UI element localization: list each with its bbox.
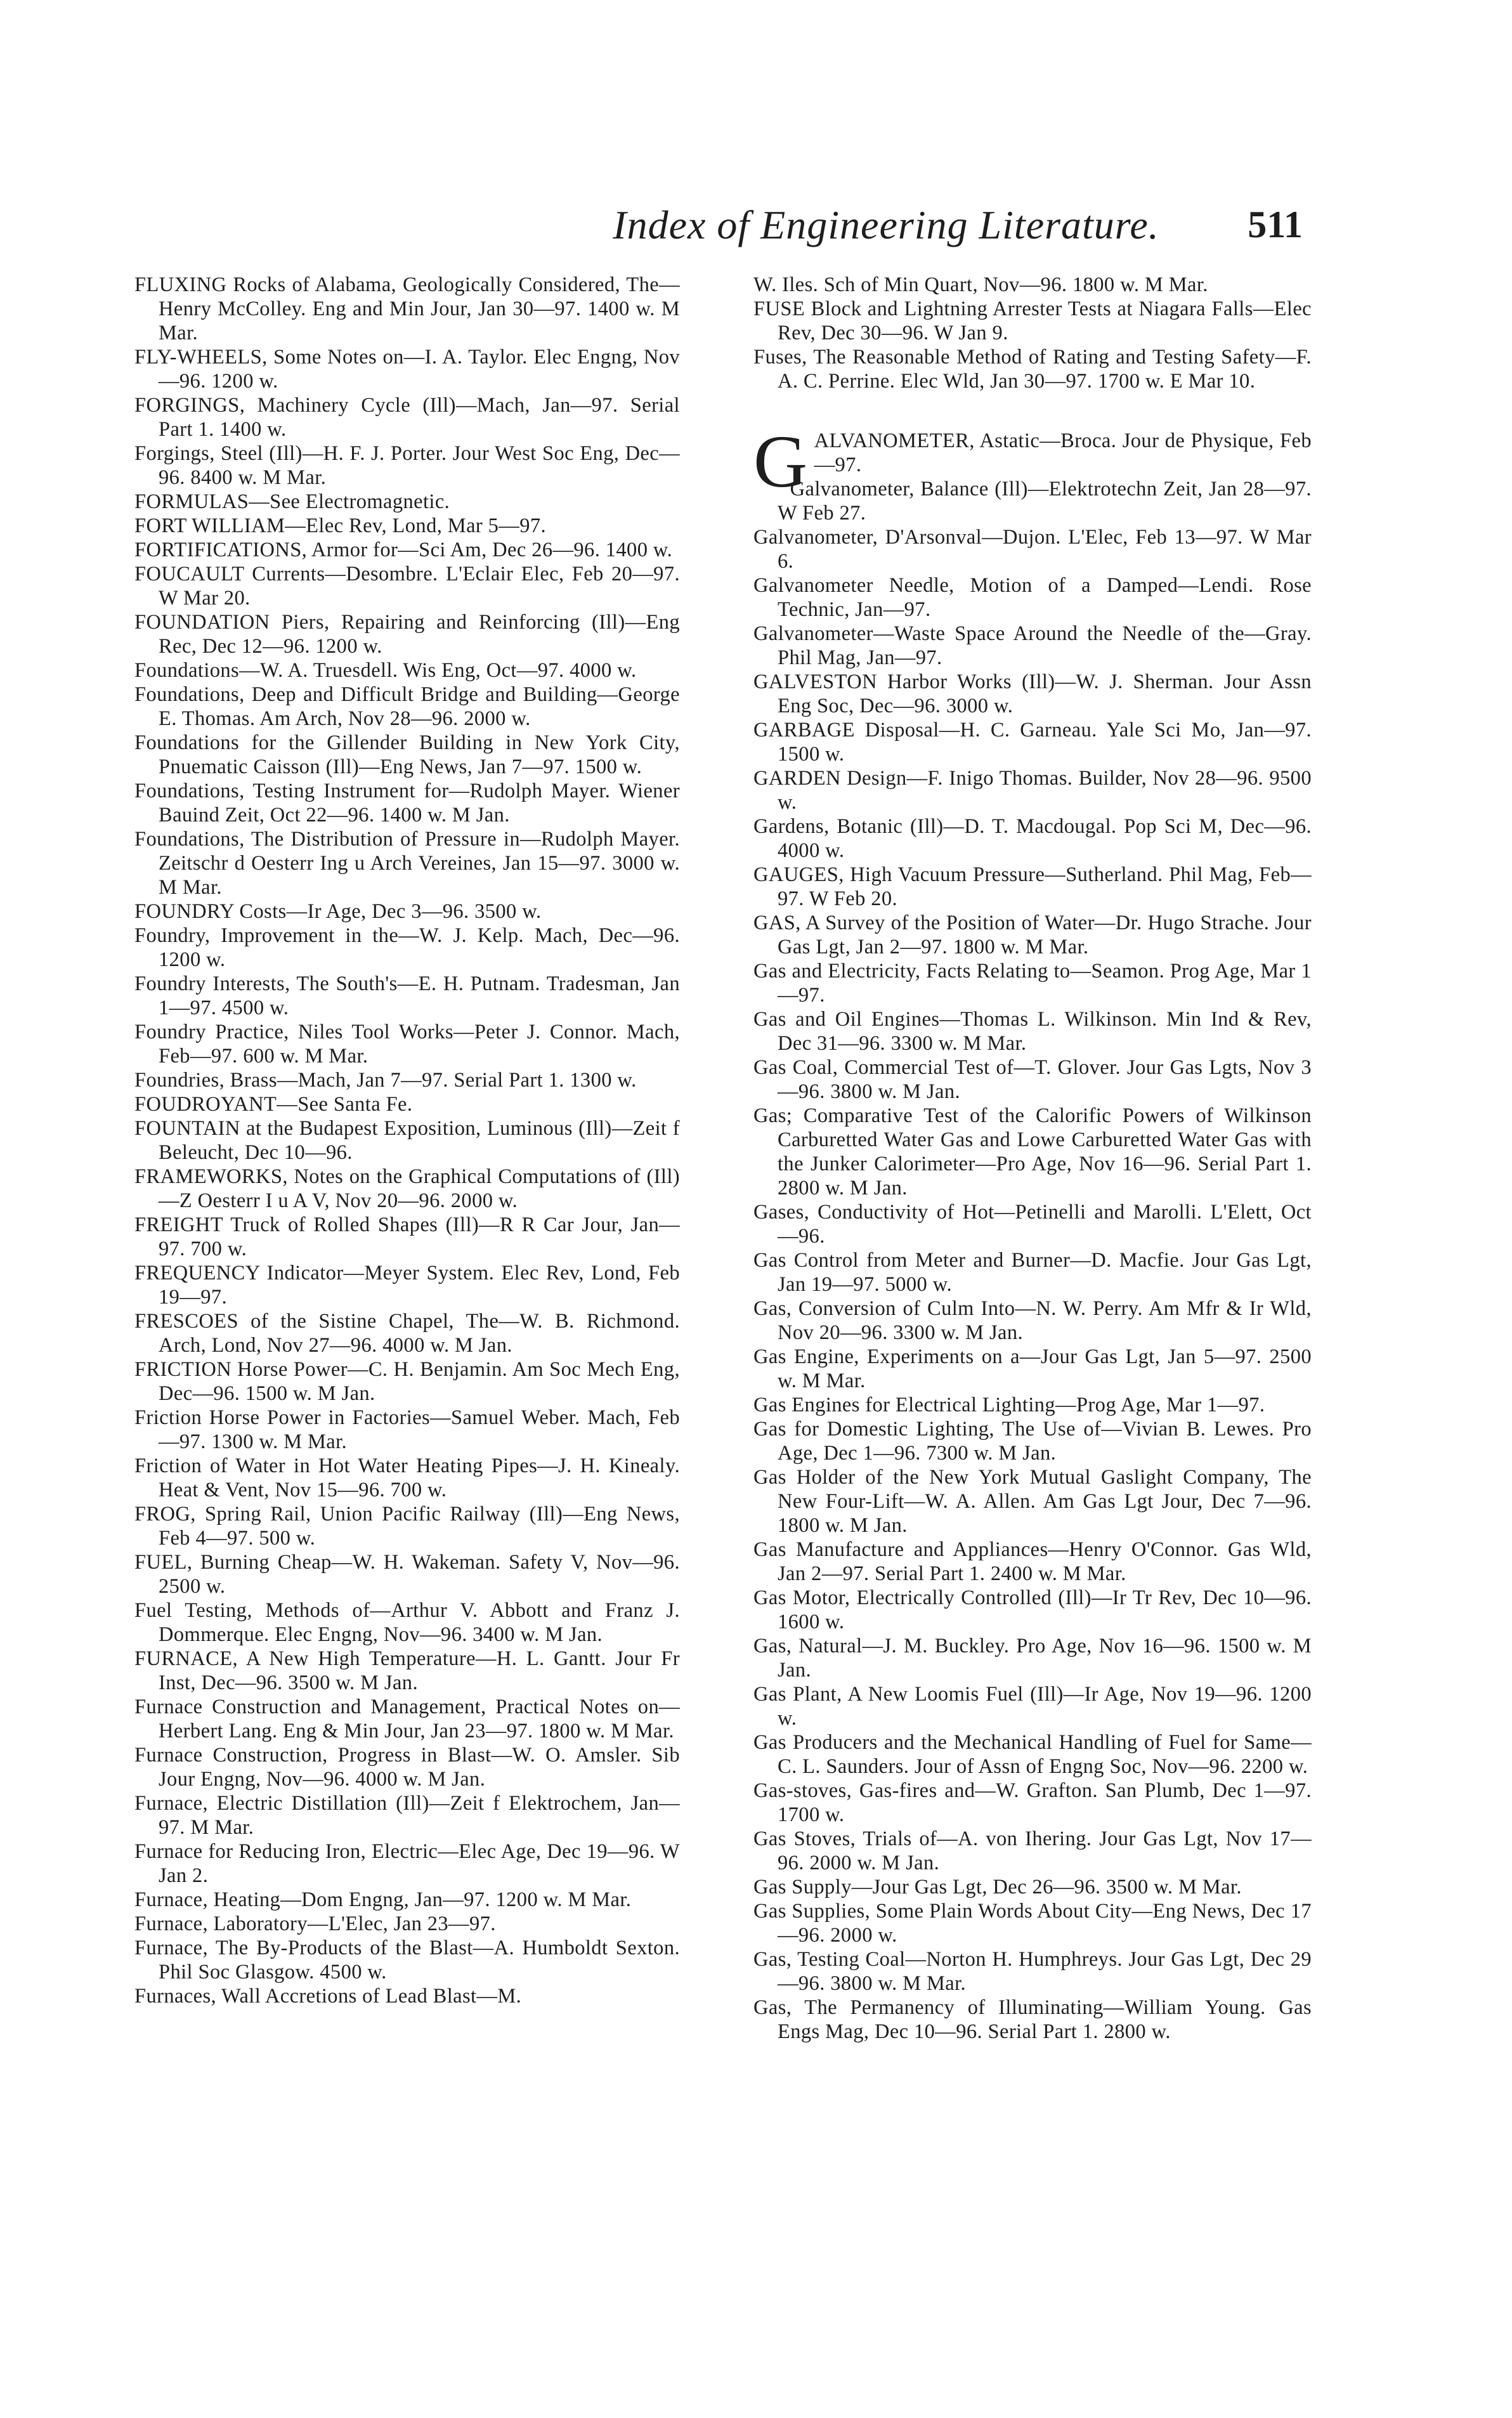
index-entry: FOUDROYANT—See Santa Fe. [134, 1093, 413, 1116]
index-entry: Foundry Practice, Niles Tool Works—Peter J. Connor. Mach, Feb—97. 600 w. M Mar. [134, 1021, 680, 1068]
index-entry: Fuel Testing, Methods of—Arthur V. Abbott and Franz J. Dommerque. Elec Engng, Nov—96. 3400 w. M Jan. [134, 1599, 680, 1646]
index-entry: GALVESTON Harbor Works (Ill)—W. J. Sherman. Jour Assn Eng Soc, Dec—96. 3000 w. [753, 670, 1312, 717]
index-entry: Furnace Construction and Management, Practical Notes on—Herbert Lang. Eng & Min Jour, Jan 23—97. 1800 w. M Mar. [134, 1696, 680, 1742]
index-entry: Galvanometer, Balance (Ill)—Elektrotechn Zeit, Jan 28—97. W Feb 27. [778, 478, 1312, 525]
index-entry: Gas Control from Meter and Burner—D. Macfie. Jour Gas Lgt, Jan 19—97. 5000 w. [753, 1249, 1312, 1296]
index-entry: FUEL, Burning Cheap—W. H. Wakeman. Safety V, Nov—96. 2500 w. [134, 1551, 680, 1598]
index-entry: Foundry Interests, The South's—E. H. Putnam. Tradesman, Jan 1—97. 4500 w. [134, 972, 680, 1019]
index-entry: Galvanometer, D'Arsonval—Dujon. L'Elec, Feb 13—97. W Mar 6. [753, 526, 1312, 573]
index-entry: Gas-stoves, Gas-fires and—W. Grafton. San Plumb, Dec 1—97. 1700 w. [753, 1779, 1312, 1826]
index-entry: FORTIFICATIONS, Armor for—Sci Am, Dec 26—96. 1400 w. [134, 539, 673, 561]
index-entry: FRAMEWORKS, Notes on the Graphical Computations of (Ill)—Z Oesterr I u A V, Nov 20—96. 2000 w. [134, 1165, 680, 1212]
index-entry: Gas Plant, A New Loomis Fuel (Ill)—Ir Age, Nov 19—96. 1200 w. [753, 1683, 1312, 1730]
index-entry: Gas Engines for Electrical Lighting—Prog Age, Mar 1—97. [753, 1394, 1265, 1416]
index-entry: Furnaces, Wall Accretions of Lead Blast—M. [134, 1985, 522, 2008]
index-entry: FREQUENCY Indicator—Meyer System. Elec Rev, Lond, Feb 19—97. [134, 1262, 680, 1309]
index-entry: FLUXING Rocks of Alabama, Geologically Considered, The—Henry McColley. Eng and Min Jour, Jan 30—97. 1400 w. M Mar. [134, 273, 680, 344]
entry-text: ALVANOMETER, Astatic—Broca. Jour de Physique, Feb—97. [814, 429, 1312, 476]
index-entry: Gas Supplies, Some Plain Words About City—Eng News, Dec 17—96. 2000 w. [753, 1900, 1312, 1947]
right-column-entries [753, 477, 1312, 2044]
index-entry: FORGINGS, Machinery Cycle (Ill)—Mach, Jan—97. Serial Part 1. 1400 w. [134, 394, 680, 441]
index-entry: Foundations, Deep and Difficult Bridge and Building—George E. Thomas. Am Arch, Nov 28—96. 2000 w. [134, 683, 680, 730]
right-column-top-entries [753, 273, 1312, 393]
index-entry: Gas, Natural—J. M. Buckley. Pro Age, Nov 16—96. 1500 w. M Jan. [753, 1635, 1312, 1682]
index-entry: FRICTION Horse Power—C. H. Benjamin. Am Soc Mech Eng, Dec—96. 1500 w. M Jan. [134, 1358, 680, 1405]
section-gap [753, 393, 1312, 429]
index-entry: FORT WILLIAM—Elec Rev, Lond, Mar 5—97. [134, 514, 547, 537]
index-entry: Forgings, Steel (Ill)—H. F. J. Porter. Jour West Soc Eng, Dec—96. 8400 w. M Mar. [134, 442, 680, 489]
index-entry: Furnace, Electric Distillation (Ill)—Zeit f Elektrochem, Jan—97. M Mar. [134, 1792, 680, 1839]
index-entry: Friction of Water in Hot Water Heating Pipes—J. H. Kinealy. Heat & Vent, Nov 15—96. 700 w. [134, 1454, 680, 1501]
index-entry: Gases, Conductivity of Hot—Petinelli and Marolli. L'Elett, Oct—96. [753, 1201, 1312, 1248]
index-entry: Gas, Conversion of Culm Into—N. W. Perry. Am Mfr & Ir Wld, Nov 20—96. 3300 w. M Jan. [753, 1297, 1312, 1344]
index-entry: FLY-WHEELS, Some Notes on—I. A. Taylor. Elec Engng, Nov—96. 1200 w. [134, 346, 680, 393]
index-entry: Galvanometer Needle, Motion of a Damped—Lendi. Rose Technic, Jan—97. [753, 574, 1312, 621]
index-entry: FOUNDATION Piers, Repairing and Reinforcing (Ill)—Eng Rec, Dec 12—96. 1200 w. [134, 611, 680, 658]
index-entry: Gas Holder of the New York Mutual Gaslight Company, The New Four-Lift—W. A. Allen. Am Gas Lgt Jour, Dec 7—96. 1800 w. M Jan. [753, 1466, 1312, 1537]
index-entry: Foundries, Brass—Mach, Jan 7—97. Serial Part 1. 1300 w. [134, 1069, 637, 1092]
index-entry: Foundations—W. A. Truesdell. Wis Eng, Oct—97. 4000 w. [134, 659, 637, 682]
index-entry: FOUNTAIN at the Budapest Exposition, Luminous (Ill)—Zeit f Beleucht, Dec 10—96. [134, 1117, 680, 1164]
index-entry: Foundations for the Gillender Building in New York City, Pnuematic Caisson (Ill)—Eng News, Jan 7—97. 1500 w. [134, 731, 680, 778]
index-entry: Foundations, Testing Instrument for—Rudolph Mayer. Wiener Bauind Zeit, Oct 22—96. 1400 w. M Jan. [134, 780, 680, 827]
index-entry: Furnace for Reducing Iron, Electric—Elec Age, Dec 19—96. W Jan 2. [134, 1840, 680, 1887]
drop-cap: G [753, 420, 808, 503]
index-entry: Gas for Domestic Lighting, The Use of—Vivian B. Lewes. Pro Age, Dec 1—96. 7300 w. M Jan. [753, 1418, 1312, 1465]
index-entry: Gas; Comparative Test of the Calorific Powers of Wilkinson Carburetted Water Gas and Lowe Carburetted Water Gas with the Junker Calorimeter—Pro Age, Nov 16—96. Serial Part 1. 2800 w. M Jan. [753, 1104, 1312, 1199]
index-entry: GARDEN Design—F. Inigo Thomas. Builder, Nov 28—96. 9500 w. [753, 767, 1312, 814]
index-entry: Gas Manufacture and Appliances—Henry O'Connor. Gas Wld, Jan 2—97. Serial Part 1. 2400 w. M Mar. [753, 1538, 1312, 1585]
index-entry: GAS, A Survey of the Position of Water—Dr. Hugo Strache. Jour Gas Lgt, Jan 2—97. 1800 w. M Mar. [753, 912, 1312, 958]
index-entry: Foundations, The Distribution of Pressure in—Rudolph Mayer. Zeitschr d Oesterr Ing u Arch Vereines, Jan 15—97. 3000 w. M Mar. [134, 828, 680, 899]
index-entry: Gardens, Botanic (Ill)—D. T. Macdougal. Pop Sci M, Dec—96. 4000 w. [753, 815, 1312, 862]
page-header [469, 202, 1303, 259]
index-entry: Gas Engine, Experiments on a—Jour Gas Lgt, Jan 5—97. 2500 w. M Mar. [753, 1345, 1312, 1392]
index-entry: Galvanometer—Waste Space Around the Needle of the—Gray. Phil Mag, Jan—97. [753, 622, 1312, 669]
index-entry: FUSE Block and Lightning Arrester Tests at Niagara Falls—Elec Rev, Dec 30—96. W Jan 9. [753, 297, 1312, 344]
index-entry: Fuses, The Reasonable Method of Rating and Testing Safety—F. A. C. Perrine. Elec Wld, Jan 30—97. 1700 w. E Mar 10. [753, 346, 1312, 393]
index-entry: FORMULAS—See Electromagnetic. [134, 490, 450, 513]
right-column [753, 273, 1312, 2328]
index-entry: Furnace, Heating—Dom Engng, Jan—97. 1200 w. M Mar. [134, 1888, 632, 1911]
left-column [134, 273, 680, 2328]
index-entry: Gas Producers and the Mechanical Handling of Fuel for Same—C. L. Saunders. Jour of Assn of Engng Soc, Nov—96. 2200 w. [753, 1731, 1312, 1778]
index-entry: Gas and Electricity, Facts Relating to—Seamon. Prog Age, Mar 1—97. [753, 960, 1312, 1007]
index-entry: FURNACE, A New High Temperature—H. L. Gantt. Jour Fr Inst, Dec—96. 3500 w. M Jan. [134, 1647, 680, 1694]
index-entry: Gas, The Permanency of Illuminating—William Young. Gas Engs Mag, Dec 10—96. Serial Part 1. 2800 w. [753, 1996, 1312, 2043]
index-entry: FRESCOES of the Sistine Chapel, The—W. B. Richmond. Arch, Lond, Nov 27—96. 4000 w. M Jan. [134, 1310, 680, 1357]
index-entry: Gas Motor, Electrically Controlled (Ill)—Ir Tr Rev, Dec 10—96. 1600 w. [753, 1586, 1312, 1633]
index-entry: GAUGES, High Vacuum Pressure—Sutherland. Phil Mag, Feb—97. W Feb 20. [753, 863, 1312, 910]
index-entry: GARBAGE Disposal—H. C. Garneau. Yale Sci Mo, Jan—97. 1500 w. [753, 719, 1312, 766]
index-entry: Gas, Testing Coal—Norton H. Humphreys. Jour Gas Lgt, Dec 29—96. 3800 w. M Mar. [753, 1948, 1312, 1995]
index-entry: FROG, Spring Rail, Union Pacific Railway (Ill)—Eng News, Feb 4—97. 500 w. [134, 1503, 680, 1550]
index-entry: Gas and Oil Engines—Thomas L. Wilkinson. Min Ind & Rev, Dec 31—96. 3300 w. M Mar. [753, 1008, 1312, 1055]
index-entry: Friction Horse Power in Factories—Samuel Weber. Mach, Feb—97. 1300 w. M Mar. [134, 1406, 680, 1453]
page-title: Index of Engineering Literature. [613, 202, 1159, 247]
index-entry: W. Iles. Sch of Min Quart, Nov—96. 1800 w. M Mar. [753, 273, 1208, 296]
index-entry: Furnace, Laboratory—L'Elec, Jan 23—97. [134, 1912, 496, 1935]
index-entry: Gas Supply—Jour Gas Lgt, Dec 26—96. 3500 w. M Mar. [753, 1876, 1242, 1898]
index-entry: Furnace, The By-Products of the Blast—A. Humboldt Sexton. Phil Soc Glasgow. 4500 w. [134, 1937, 680, 1983]
index-entry: FREIGHT Truck of Rolled Shapes (Ill)—R R Car Jour, Jan—97. 700 w. [134, 1213, 680, 1260]
index-entry: FOUNDRY Costs—Ir Age, Dec 3—96. 3500 w. [134, 900, 542, 923]
index-entry: FOUCAULT Currents—Desombre. L'Eclair Elec, Feb 20—97. W Mar 20. [134, 563, 680, 610]
index-entry: Gas Coal, Commercial Test of—T. Glover. Jour Gas Lgts, Nov 3—96. 3800 w. M Jan. [753, 1056, 1312, 1103]
index-entry: Foundry, Improvement in the—W. J. Kelp. Mach, Dec—96. 1200 w. [134, 924, 680, 971]
index-entry: Gas Stoves, Trials of—A. von Ihering. Jour Gas Lgt, Nov 17—96. 2000 w. M Jan. [753, 1827, 1312, 1874]
page-number: 511 [1248, 204, 1303, 245]
index-entry: Furnace Construction, Progress in Blast—W. O. Amsler. Sib Jour Engng, Nov—96. 4000 w. M Jan. [134, 1744, 680, 1791]
